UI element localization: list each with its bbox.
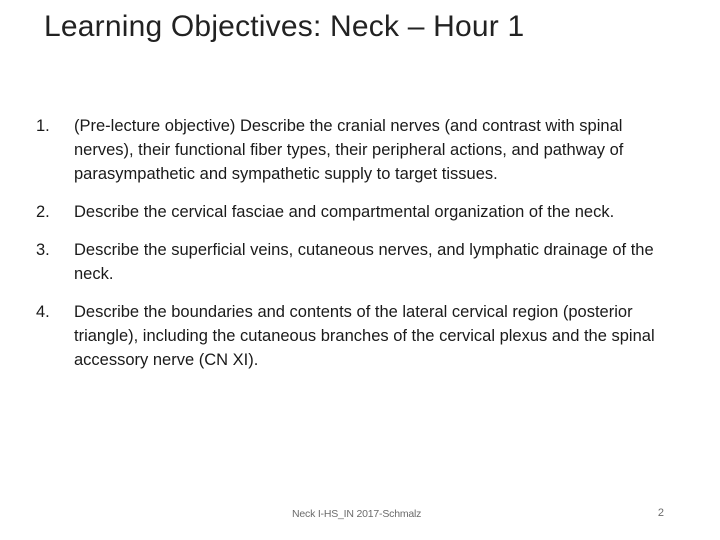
objective-text: Describe the superficial veins, cutaneous nerves, and lymphatic drainage of the neck.: [74, 241, 654, 283]
objective-text: Describe the boundaries and contents of the lateral cervical region (posterior triangle), including the cutaneous branches of the cervical plexus and the spinal accessory nerve (CN XI).: [74, 303, 655, 369]
objective-item: [36, 200, 660, 224]
objective-number: 2.: [36, 203, 50, 221]
page-number: 2: [657, 507, 664, 519]
objective-text: (Pre-lecture objective) Describe the cranial nerves (and contrast with spinal nerves), their functional fiber types, their peripheral actions, and pathway of parasympathetic and sympathetic supply to target tissues.: [74, 117, 624, 183]
objective-item: [36, 238, 660, 286]
objective-item: [36, 114, 660, 186]
objective-number: 1.: [36, 117, 50, 135]
objective-number: 4.: [36, 303, 50, 321]
objective-number: 3.: [36, 241, 50, 259]
objectives-list: [36, 114, 660, 372]
slide-footer: Neck I-HS_IN 2017-Schmalz: [292, 508, 422, 520]
objective-text: Describe the cervical fasciae and compartmental organization of the neck.: [74, 203, 615, 221]
slide-title: Learning Objectives: Neck – Hour 1: [44, 10, 525, 43]
objective-item: [36, 300, 660, 372]
